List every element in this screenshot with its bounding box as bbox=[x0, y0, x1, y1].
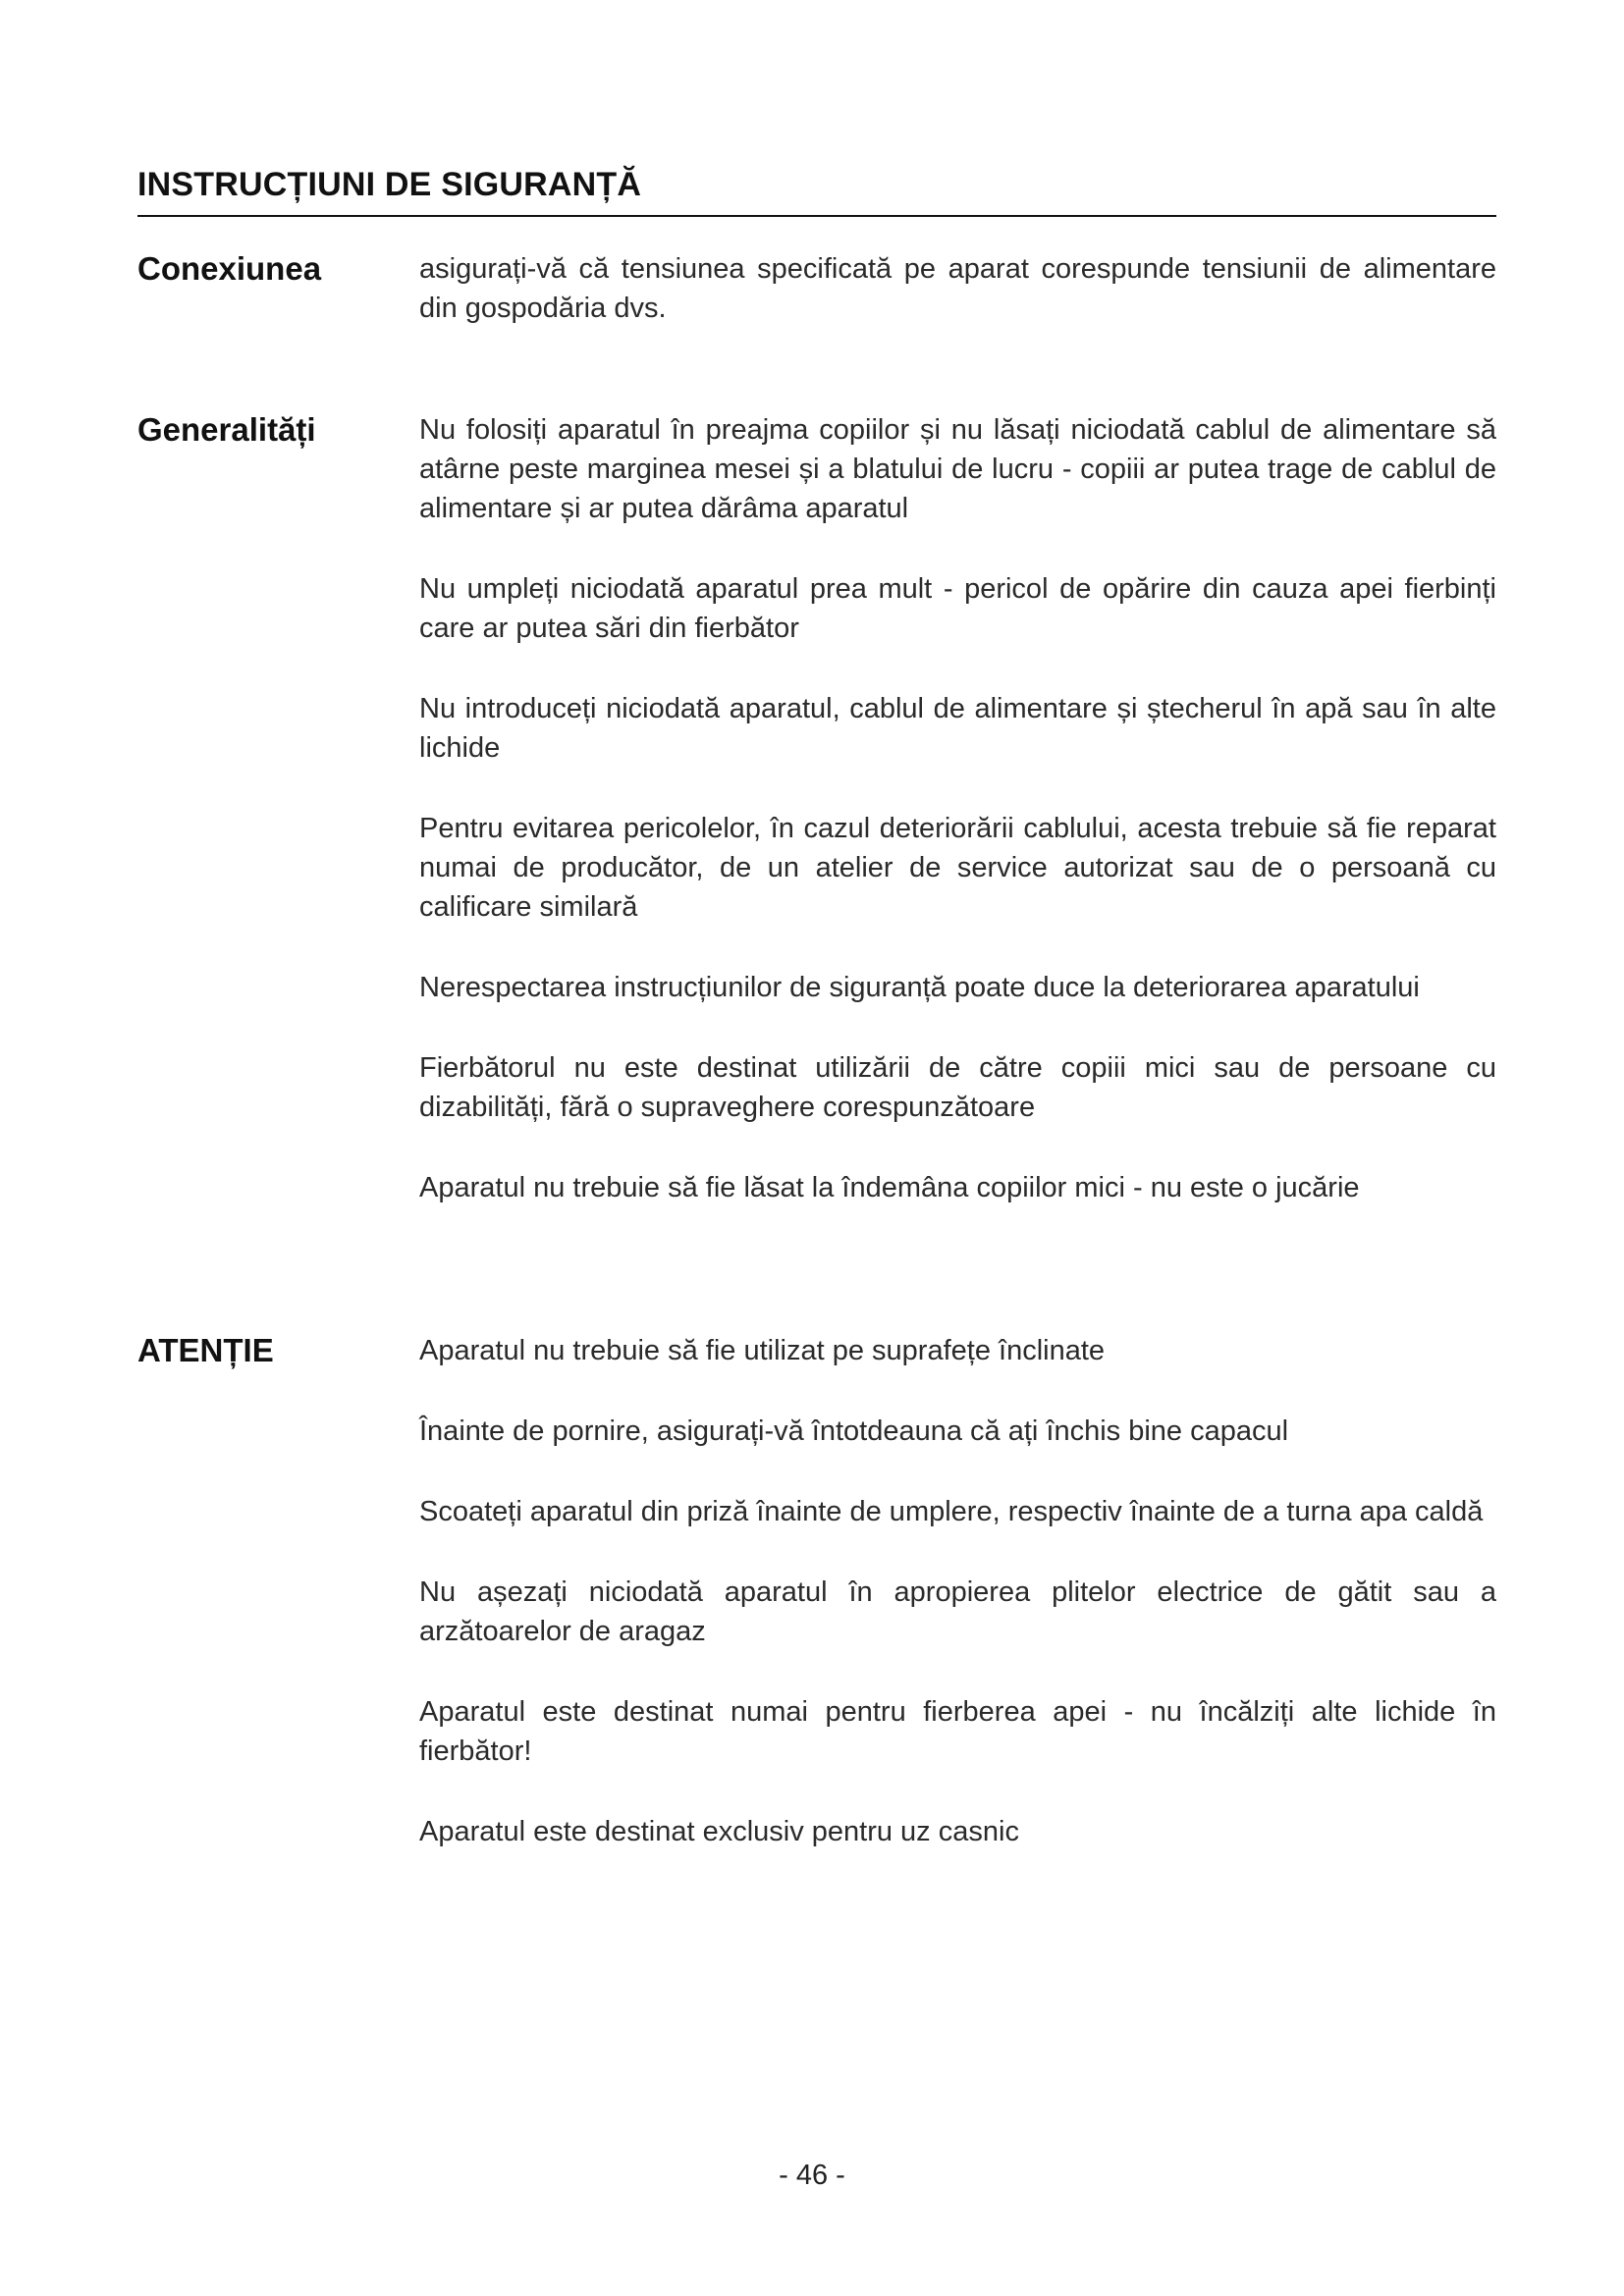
section-label: Generalități bbox=[137, 411, 316, 448]
paragraph: Nu introduceți niciodată aparatul, cablul de alimentare și ștecherul în apă sau în alte lichide bbox=[419, 693, 1496, 764]
section-label: ATENȚIE bbox=[137, 1332, 274, 1368]
paragraph: Înainte de pornire, asigurați-vă întotdeauna că ați închis bine capacul bbox=[419, 1415, 1289, 1447]
page-number: - 46 - bbox=[779, 2160, 845, 2191]
paragraph: Aparatul nu trebuie să fie lăsat la îndemâna copiilor mici - nu este o jucărie bbox=[419, 1172, 1360, 1203]
paragraph: Scoateți aparatul din priză înainte de umplere, respectiv înainte de a turna apa caldă bbox=[419, 1496, 1484, 1527]
section-body bbox=[419, 249, 1496, 328]
paragraph: Nu folosiți aparatul în preajma copiilor și nu lăsați niciodată cablul de alimentare să atârne peste marginea mesei și a blatului de lucru - copiii ar putea trage de cablul de alimentare și ar putea dărâma aparatul bbox=[419, 414, 1496, 524]
paragraph: Aparatul este destinat numai pentru fierberea apei - nu încălziți alte lichide în fierbător! bbox=[419, 1696, 1496, 1767]
paragraph: Nu umpleți niciodată aparatul prea mult - pericol de opărire din cauza apei fierbinți care ar putea sări din fierbător bbox=[419, 573, 1496, 644]
paragraph: Nerespectarea instrucțiunilor de siguranță poate duce la deteriorarea aparatului bbox=[419, 972, 1420, 1003]
paragraph: Aparatul este destinat exclusiv pentru uz casnic bbox=[419, 1816, 1019, 1847]
paragraph: Fierbătorul nu este destinat utilizării de către copiii mici sau de persoane cu dizabilități, fără o supraveghere corespunzătoare bbox=[419, 1052, 1496, 1123]
section-body bbox=[419, 410, 1496, 1207]
paragraph: asigurați-vă că tensiunea specificată pe aparat corespunde tensiunii de alimentare din gospodăria dvs. bbox=[419, 253, 1496, 324]
paragraph: Nu așezați niciodată aparatul în apropierea plitelor electrice de gătit sau a arzătoarelor de aragaz bbox=[419, 1576, 1496, 1647]
title-divider bbox=[137, 215, 1496, 217]
page-title: INSTRUCȚIUNI DE SIGURANȚĂ bbox=[137, 166, 642, 203]
section-label: Conexiunea bbox=[137, 250, 322, 287]
section-body bbox=[419, 1331, 1496, 1851]
paragraph: Pentru evitarea pericolelor, în cazul deteriorării cablului, acesta trebuie să fie reparat numai de producător, de un atelier de service autorizat sau de o persoană cu calificare similară bbox=[419, 813, 1496, 923]
paragraph: Aparatul nu trebuie să fie utilizat pe suprafețe înclinate bbox=[419, 1335, 1106, 1366]
